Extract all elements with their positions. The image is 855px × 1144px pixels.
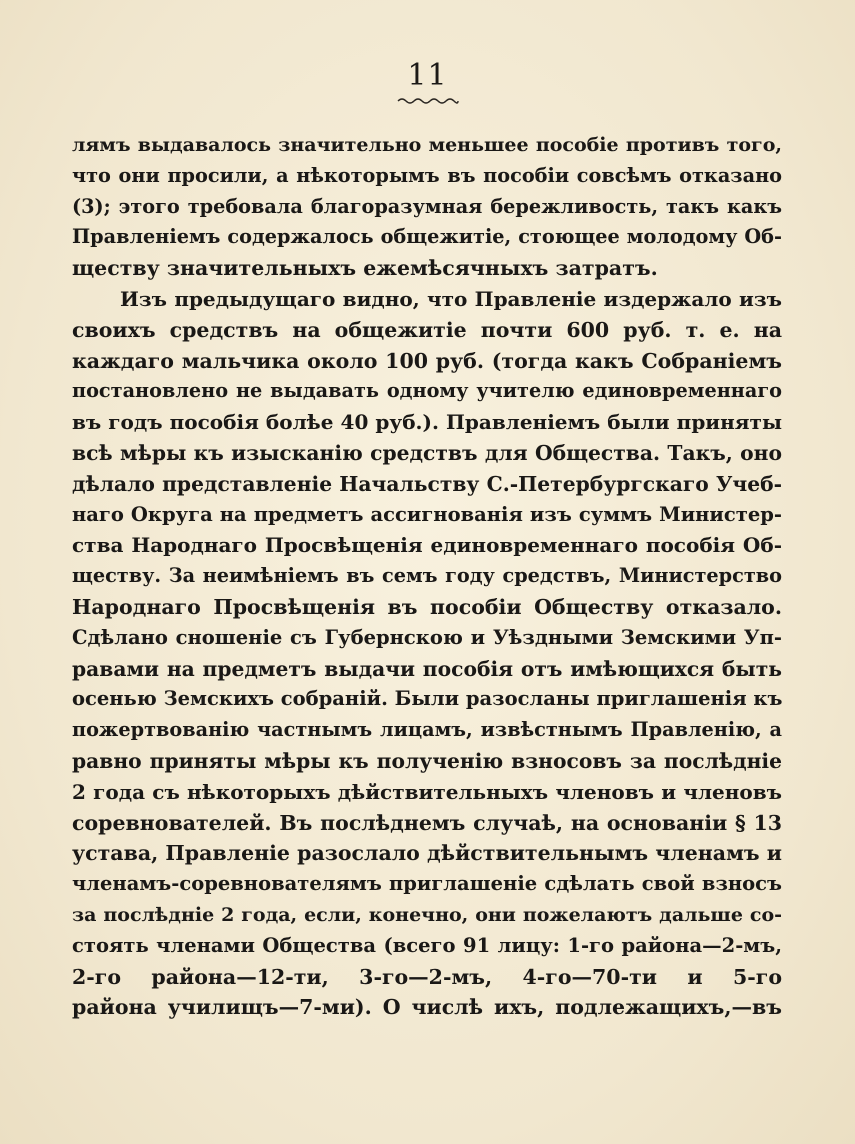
- text-line: (3); этого требовала благоразумная бережливость, такъ какъ: [72, 194, 782, 218]
- text-line: Правленіемъ содержалось общежитіе, стоющее молодому Об-: [72, 225, 782, 249]
- text-line: своихъ средствъ на общежитіе почти 600 руб. т. е. на: [72, 317, 782, 342]
- text-line: осенью Земскихъ собраній. Были разосланы приглашенія къ: [72, 687, 782, 711]
- text-line: 2 года съ нѣкоторыхъ дѣйствительныхъ членовъ и членовъ: [72, 779, 782, 804]
- text-line: Народнаго Просвѣщенія въ пособіи Обществу отказало.: [72, 594, 782, 619]
- page-number: 11: [407, 58, 448, 93]
- text-line: стоять членами Общества (всего 91 лицу: 1-го района—2-мъ,: [72, 933, 782, 957]
- text-line: наго Округа на предметъ ассигнованія изъ суммъ Министер-: [72, 502, 782, 526]
- text-line: пожертвованію частнымъ лицамъ, извѣстнымъ Правленію, а: [72, 718, 782, 742]
- text-line: района училищъ—7-ми). О числѣ ихъ, подлежащихъ,—въ: [72, 995, 782, 1020]
- text-line: Сдѣлано сношеніе съ Губернскою и Уѣздными Земскими Уп-: [72, 625, 782, 649]
- text-line: въ годъ пособія болѣе 40 руб.). Правленіемъ были приняты: [72, 410, 782, 435]
- text-line: членамъ-соревнователямъ приглашеніе сдѣлать свой взносъ: [72, 872, 782, 896]
- text-line: ства Народнаго Просвѣщенія единовременнаго пособія Об-: [72, 533, 782, 558]
- text-line: Изъ предыдущаго видно, что Правленіе издержало изъ: [120, 286, 782, 311]
- text-line: за послѣдніе 2 года, если, конечно, они пожелаютъ дальше со-: [72, 903, 782, 926]
- text-line: равами на предметъ выдачи пособія отъ имѣющихся быть: [72, 656, 782, 681]
- text-line: соревнователей. Въ послѣднемъ случаѣ, на основаніи § 13: [72, 810, 782, 835]
- body-text: [72, 130, 782, 1023]
- text-line: устава, Правленіе разослало дѣйствительнымъ членамъ и: [72, 841, 782, 866]
- text-line: ществу. За неимѣніемъ въ семъ году средствъ, Министерство: [72, 564, 782, 588]
- text-line: дѣлало представленіе Начальству С.-Петербургскаго Учеб-: [72, 471, 782, 496]
- text-line: лямъ выдавалось значительно меньшее пособіе противъ того,: [72, 134, 782, 156]
- text-line: равно приняты мѣры къ полученію взносовъ за послѣдніе: [72, 748, 782, 773]
- text-line: ществу значительныхъ ежемѣсячныхъ затратъ.: [72, 256, 658, 281]
- text-line: 2-го района—12-ти, 3-го—2-мъ, 4-го—70-ти и 5-го: [72, 964, 782, 989]
- text-line: каждаго мальчика около 100 руб. (тогда какъ Собраніемъ: [72, 348, 782, 373]
- text-line: постановлено не выдавать одному учителю единовременнаго: [72, 379, 782, 403]
- wavy-ornament-icon: [396, 95, 460, 105]
- text-line: что они просили, а нѣкоторымъ въ пособіи совсѣмъ отказано: [72, 163, 782, 187]
- text-line: всѣ мѣры къ изысканію средствъ для Общества. Такъ, оно: [72, 440, 782, 465]
